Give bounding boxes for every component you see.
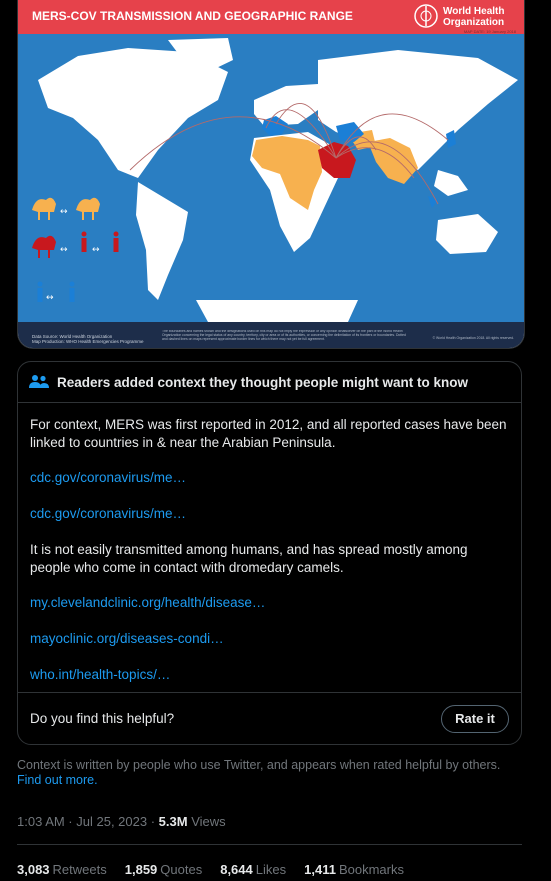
rate-it-button[interactable]: Rate it — [441, 705, 509, 733]
org-name-line2: Organization — [443, 17, 505, 28]
bookmarks-stat[interactable] — [304, 862, 404, 877]
quotes-label: Quotes — [160, 862, 203, 877]
arrow-icon: ↔ — [60, 207, 68, 217]
map-production: Map Production: WHO Health Emergencies Programme — [32, 339, 144, 344]
likes-label: Likes — [255, 862, 287, 877]
find-out-more-link[interactable]: Find out more. — [17, 773, 98, 787]
note-heading: Readers added context they thought people might want to know — [57, 374, 469, 390]
note-link-mayoclinic[interactable]: mayoclinic.org/diseases-condi… — [30, 631, 224, 646]
disclaimer-box — [162, 330, 412, 346]
map-date: MAP DATE: 19 January 2018 — [463, 29, 516, 34]
retweets-count: 3,083 — [17, 862, 50, 877]
context-note-text: Context is written by people who use Twitter, and appears when rated helpful by others. — [17, 758, 501, 772]
retweets-stat[interactable] — [17, 862, 107, 877]
bookmarks-count: 1,411 — [304, 862, 336, 877]
person-icon — [114, 232, 119, 253]
helpful-question: Do you find this helpful? — [30, 711, 175, 726]
note-body — [18, 403, 521, 684]
likes-stat[interactable] — [220, 862, 286, 877]
person-icon — [82, 232, 87, 253]
note-link-cdc-1[interactable]: cdc.gov/coronavirus/me… — [30, 470, 187, 485]
quotes-count: 1,859 — [124, 862, 158, 877]
arrow-icon: ↔ — [60, 245, 68, 255]
org-name-line1: World Health — [443, 6, 505, 17]
note-link-cdc-2[interactable]: cdc.gov/coronavirus/me… — [30, 506, 187, 521]
community-note — [17, 361, 522, 745]
person-icon — [38, 282, 43, 303]
mers-map — [18, 0, 524, 348]
context-note — [17, 758, 522, 788]
copyright: © World Health Organization 2018. All rights reserved. — [432, 336, 514, 340]
note-paragraph: For context, MERS was first reported in 2012, and all reported cases have been linked to countries in & near the Arabian Peninsula. — [30, 417, 507, 450]
tweet-timestamp[interactable]: 1:03 AM · Jul 25, 2023 · — [17, 814, 156, 829]
engagement-stats — [17, 862, 404, 877]
data-source: Data Source: World Health Organization — [32, 334, 113, 339]
note-header — [18, 362, 521, 403]
helpful-prompt — [18, 692, 521, 744]
note-link-who[interactable]: who.int/health-topics/… — [30, 667, 171, 682]
bookmarks-label: Bookmarks — [338, 862, 404, 877]
views-count: 5.3M — [158, 814, 188, 829]
map-title: MERS-COV TRANSMISSION AND GEOGRAPHIC RANGE — [32, 9, 353, 23]
note-link-clevelandclinic[interactable]: my.clevelandclinic.org/health/disease… — [30, 595, 266, 610]
retweets-label: Retweets — [52, 862, 107, 877]
quotes-stat[interactable] — [125, 862, 202, 877]
note-paragraph: It is not easily transmitted among humans, and has spread mostly among people who come in contact with dromedary camels. — [30, 542, 468, 575]
likes-count: 8,644 — [220, 862, 253, 877]
map-image[interactable] — [17, 0, 525, 349]
people-icon — [29, 374, 49, 390]
divider — [17, 844, 522, 845]
disclaimer: The boundaries and names shown and the designations used on this map do not imply the expression of any opinion whatsoever on the part of the World Health Organization concerning the legal status of any country, territory, city or area or of its authorities, or concerning the delimitation of its frontiers or boundaries. Dotted and dashed lines on maps represent approximate border lines for which there may not yet be full agreement. — [162, 330, 406, 341]
arrow-icon: ↔ — [46, 293, 54, 303]
arrow-icon: ↔ — [92, 245, 100, 255]
person-icon — [70, 282, 75, 303]
views-label: Views — [191, 814, 226, 829]
tweet-meta — [17, 814, 226, 829]
